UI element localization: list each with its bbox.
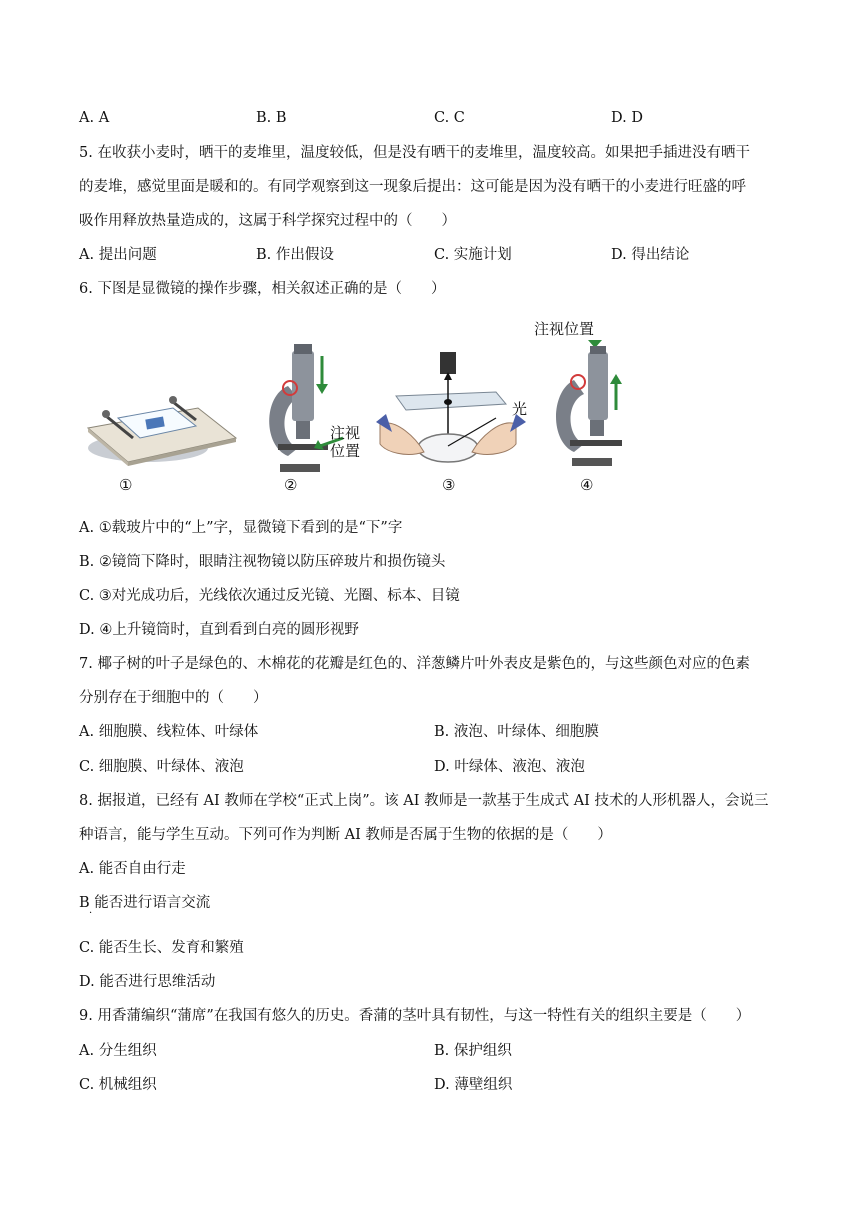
q5-stem-line-1: 5. 在收获小麦时，晒干的麦堆里，温度较低，但是没有晒干的麦堆里，温度较高。如果把手插进没有晒干 <box>79 145 750 161</box>
stray-dot: · <box>89 908 93 919</box>
stage-slide-illustration <box>78 378 238 468</box>
microscope-figure <box>78 318 638 498</box>
annotation-light: 光 <box>512 400 528 418</box>
q8-option-c: C. 能否生长、发育和繁殖 <box>79 940 244 956</box>
q9-option-d: D. 薄壁组织 <box>434 1077 513 1093</box>
figure-label-1: ① <box>119 476 133 494</box>
q4-option-d: D. D <box>611 110 643 126</box>
q8-stem-line-1: 8. 据报道，已经有 AI 教师在学校“正式上岗”。该 AI 教师是一款基于生成式 AI 技术的人形机器人，会说三 <box>79 793 769 809</box>
q7-option-a: A. 细胞膜、线粒体、叶绿体 <box>79 724 259 740</box>
figure-label-3: ③ <box>442 476 456 494</box>
q8-option-b: B 能否进行语言交流 <box>79 895 211 911</box>
q7-option-b: B. 液泡、叶绿体、细胞膜 <box>434 724 599 740</box>
q7-option-d: D. 叶绿体、液泡、液泡 <box>434 759 585 775</box>
q8-option-d: D. 能否进行思维活动 <box>79 974 216 990</box>
q6-option-d: D. ④上升镜筒时，直到看到白亮的圆形视野 <box>79 622 359 638</box>
q8-stem-line-2: 种语言，能与学生互动。下列可作为判断 AI 教师是否属于生物的依据的是（ ） <box>79 827 612 843</box>
microscope-raising-illustration <box>548 340 638 470</box>
q5-option-b: B. 作出假设 <box>256 247 334 263</box>
annotation-gaze-2-line1: 注视 <box>330 424 361 442</box>
light-adjust-illustration <box>376 348 526 468</box>
annotation-gaze-4: 注视位置 <box>534 320 595 338</box>
figure-label-4: ④ <box>580 476 594 494</box>
q4-option-b: B. B <box>256 110 287 126</box>
q9-stem: 9. 用香蒲编织“蒲席”在我国有悠久的历史。香蒲的茎叶具有韧性，与这一特性有关的组织主要是（ ） <box>79 1008 751 1024</box>
q5-option-c: C. 实施计划 <box>434 247 512 263</box>
q9-option-c: C. 机械组织 <box>79 1077 157 1093</box>
q5-option-a: A. 提出问题 <box>79 247 157 263</box>
q4-option-c: C. C <box>434 110 465 126</box>
q5-option-d: D. 得出结论 <box>611 247 690 263</box>
q5-stem-line-3: 吸作用释放热量造成的，这属于科学探究过程中的（ ） <box>79 213 456 229</box>
q6-option-a: A. ①载玻片中的“上”字，显微镜下看到的是“下”字 <box>79 520 403 536</box>
q6-stem: 6. 下图是显微镜的操作步骤，相关叙述正确的是（ ） <box>79 281 446 297</box>
q4-option-a: A. A <box>79 110 110 126</box>
q6-option-b: B. ②镜筒下降时，眼睛注视物镜以防压碎玻片和损伤镜头 <box>79 554 446 570</box>
q6-option-c: C. ③对光成功后，光线依次通过反光镜、光圈、标本、目镜 <box>79 588 460 604</box>
figure-label-2: ② <box>284 476 298 494</box>
q8-option-a: A. 能否自由行走 <box>79 861 186 877</box>
annotation-gaze-2-line2: 位置 <box>330 442 361 460</box>
q7-stem-line-2: 分别存在于细胞中的（ ） <box>79 690 268 706</box>
q5-stem-line-2: 的麦堆，感觉里面是暖和的。有同学观察到这一现象后提出：这可能是因为没有晒干的小麦进行旺盛的呼 <box>79 179 746 195</box>
q9-option-a: A. 分生组织 <box>79 1043 157 1059</box>
q7-stem-line-1: 7. 椰子树的叶子是绿色的、木棉花的花瓣是红色的、洋葱鳞片叶外表皮是紫色的，与这些颜色对应的色素 <box>79 656 750 672</box>
q7-option-c: C. 细胞膜、叶绿体、液泡 <box>79 759 244 775</box>
q9-option-b: B. 保护组织 <box>434 1043 512 1059</box>
